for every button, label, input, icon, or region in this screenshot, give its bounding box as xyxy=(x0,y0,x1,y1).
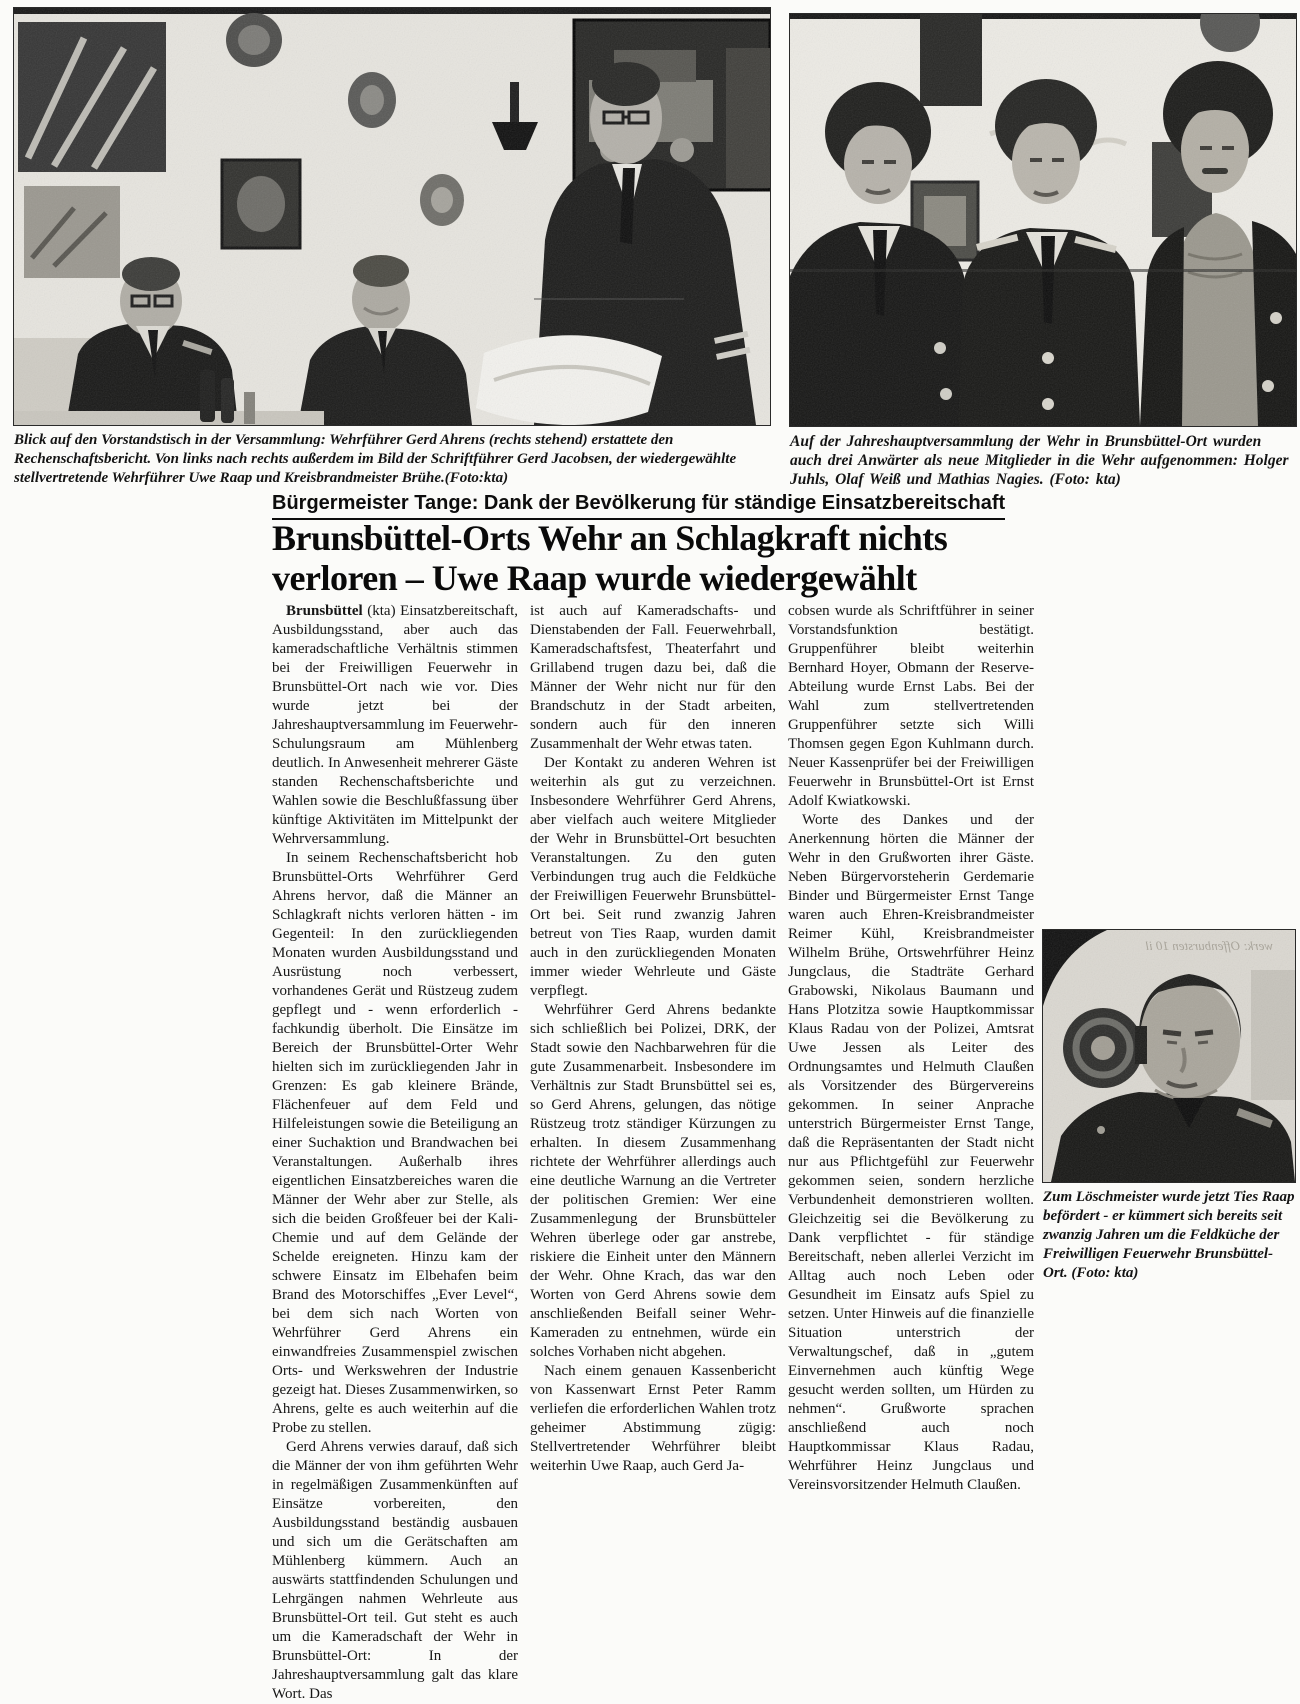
headline-line-1: Brunsbüttel-Orts Wehr an Schlagkraft nichts xyxy=(272,518,948,558)
article-column-2 xyxy=(530,602,776,1704)
photo-meeting xyxy=(14,8,770,425)
paragraph-lead xyxy=(272,602,518,849)
dateline: Brunsbüttel xyxy=(286,603,363,619)
article-column-1 xyxy=(272,602,518,1704)
paragraph: Wehrführer Gerd Ahrens bedankte sich schließlich bei Polizei, DRK, der Stadt sowie den Nachbarwehren für die gute Zusammenarbeit. Insbesondere im Verhältnis zur Stadt Brunsbüttel sei es, so Gerd Ahrens, gelungen, das nötige Rüstzeug trotz ständiger Kürzungen zu erhalten. In diesem Zusammenhang richtete der Wehrführer allerdings auch eine deutliche Warnung an die Vertreter der politischen Gremien: Wer eine Zusammenlegung der Brunsbütteler Wehren überlege oder gar anstrebe, riskiere die Einheit unter den Männern der Wehr. Ohne Krach, das war den Worten von Gerd Ahrens sowie dem anschließenden Beifall seiner Wehr-Kameraden zu entnehmen, würde ein solches Vorhaben nicht abgehen. xyxy=(530,1002,776,1360)
caption-photo-ties-raap: Zum Löschmeister wurde jetzt Ties Raap befördert - er kümmert sich bereits seit zwanzig Jahren um die Feldküche der Freiwilligen Feuerwehr Brunsbüttel-Ort. (Foto: kta) xyxy=(1043,1189,1295,1281)
photo-new-members xyxy=(790,14,1296,426)
caption-photo-meeting: Blick auf den Vorstandstisch in der Versammlung: Wehrführer Gerd Ahrens (rechts stehend) erstattete den Rechenschaftsbericht. Von links nach rechts außerdem im Bild der Schriftführer Gerd Jacobsen, der wiedergewählte stellvertretende Wehrführer Uwe Raap und Kreisbrandmeister Brühe.(Foto:kta) xyxy=(14,432,737,486)
paragraph: Worte des Dankes und der Anerkennung hörten die Männer der Wehr in den Grußworten ihrer Gäste. Neben Bürgervorsteherin Gerdemarie Binder und Bürgermeister Ernst Tange waren auch Ehren-Kreisbrandmeister Reimer Kühl, Kreisbrandmeister Wilhelm Brühe, Ortswehrführer Heinz Jungclaus, die Stadträte Gerhard Grabowski, Nikolaus Baumann und Hans Plotzitza sowie Hauptkommissar Klaus Radau von der Polizei, Amtsrat Uwe Jessen als Leiter des Ordnungsamtes und Helmuth Claußen als Vorsitzender des Bürgervereins gekommen. In seiner Anprache unterstrich Bürgermeister Ernst Tange, daß die Repräsentanten der Stadt nicht nur aus Pflichtgefühl zur Feuerwehr gekommen seien, sondern herzliche Verbundenheit demonstrieren wollten. Gleichzeitig sei die Bevölkerung zu Dank verpflichtet - für ständige Bereitschaft, neben allerlei Verzicht im Alltag auch noch Leben oder Gesundheit im Einsatz aufs Spiel zu setzen. Unter Hinweis auf die finanzielle Situation unterstrich der Verwaltungschef, daß in „gutem Einvernehmen auch künftig Wege gesucht werden sollten, um Hürden zu nehmen“. Grußworte sprachen anschließend auch noch Hauptkommissar Klaus Radau, Wehrführer Heinz Jungclaus und Vereinsvorsitzender Helmuth Claußen. xyxy=(788,812,1034,1493)
article-body xyxy=(272,602,1034,1704)
caption-photo-new-members: Auf der Jahreshauptversammlung der Wehr in Brunsbüttel-Ort wurden auch drei Anwärter als neue Mitglieder in die Wehr aufgenommen: Holger Juhls, Olaf Weiß und Mathias Nagies. (Foto: kta) xyxy=(790,433,1289,488)
photo-ties-raap-illustration xyxy=(1043,930,1295,1182)
paragraph: cobsen wurde als Schriftführer in seiner Vorstandsfunktion bestätigt. Gruppenführer bleibt weiterhin Bernhard Hoyer, Obmann der Reserve-Abteilung wurde Ernst Labs. Bei der Wahl zum stellvertretenden Gruppenführer setzte sich Willi Thomsen gegen Egon Kuhlmann durch. Neuer Kassenprüfer bei der Freiwilligen Feuerwehr in Brunsbüttel-Ort ist Ernst Adolf Kwiatkowski. xyxy=(788,603,1034,809)
lead-text: (kta) Einsatzbereitschaft, Ausbildungsstand, aber auch das kameradschaftliche Verhältnis stimmen bei der Freiwilligen Feuerwehr in Brunsbüttel-Ort nach wie vor. Dies wurde jetzt bei der Jahreshauptversammlung im Feuerwehr-Schulungsraum am Mühlenberg deutlich. In Anwesenheit mehrerer Gäste standen Rechenschaftsberichte und Wahlen sowie die Beschlußfassung über künftige Aktivitäten im Mittelpunkt der Wehrversammlung. xyxy=(272,603,518,847)
photo-ties-raap xyxy=(1043,930,1295,1182)
bleed-through-text: werk: Offenbursten 10 il xyxy=(1145,938,1273,953)
article-column-3 xyxy=(788,602,1034,1704)
paragraph: ist auch auf Kameradschafts- und Dienstabenden der Fall. Feuerwehrball, Kameradschaftsfest, Theaterfahrt und Grillabend trugen dazu bei, daß die Männer der Wehr nicht nur für den Brandschutz in der Stadt arbeiten, sondern auch für den inneren Zusammenhalt der Wehr etwas taten. xyxy=(530,603,776,752)
paragraph: In seinem Rechenschaftsbericht hob Brunsbüttel-Orts Wehrführer Gerd Ahrens hervor, daß die Männer an Schlagkraft nichts verloren hätten - im Gegenteil: In den zurückliegenden Monaten wurden Ausbildungsstand und Ausrüstung noch verbessert, vorhandenes Gerät und Rüstzeug zudem gepflegt und - wenn erforderlich - fachkundig überholt. Die Einsätze im Bereich der Brunsbüttel-Orter Wehr hielten sich im zurückliegenden Jahr in Grenzen: Es gab kleinere Brände, Flächenfeuer auf dem Feld und Hilfeleistungen sowie die Beteiligung an einer Suchaktion und Brandwachen bei Veranstaltungen. Außerhalb ihres eigentlichen Einsatzbereiches waren die Männer der Wehr aber zur Stelle, als sich die beiden Großfeuer bei der Kali-Chemie und auf dem Gelände der Schelde ereigneten. Hinzu kam der schwere Einsatz im Elbehafen beim Brand des Motorschiffes „Ever Level“, bei dem sich nach Worten von Wehrführer Gerd Ahrens ein einwandfreies Zusammenspiel zwischen Orts- und Werkswehren der Industrie gezeigt hat. Dieses Zusammenwirken, so Ahrens, gelte es auch weiterhin auf die Probe zu stellen. xyxy=(272,850,518,1436)
paragraph: Der Kontakt zu anderen Wehren ist weiterhin als gut zu verzeichnen. Insbesondere Wehrführer Gerd Ahrens, aber vielfach auch weitere Mitglieder der Wehr in Brunsbüttel-Ort besuchten Veranstaltungen. Zu den guten Verbindungen trug auch die Feldküche der Freiwilligen Feuerwehr Brunsbüttel-Ort bei. Seit rund zwanzig Jahren betreut von Ties Raap, wurden damit auch in den zurückliegenden Monaten immer wieder Wehrleute und Gäste verpflegt. xyxy=(530,755,776,999)
paragraph: Gerd Ahrens verwies darauf, daß sich die Männer der von ihm geführten Wehr in regelmäßigen Zusammenkünften auf Einsätze vorbereiten, den Ausbildungsstand beständig ausbauen und sich um die Gerätschaften am Mühlenberg kümmern. Auch an auswärts stattfindenden Schulungen und Lehrgängen nahmen Wehrleute aus Brunsbüttel-Ort teil. Gut steht es auch um die Kameradschaft der Wehr in Brunsbüttel-Ort: In der Jahreshauptversammlung galt das klare Wort. Das xyxy=(272,1439,518,1702)
kicker-row xyxy=(272,492,1005,520)
photo-meeting-illustration xyxy=(14,8,770,425)
headline xyxy=(272,518,972,598)
photo-new-members-illustration xyxy=(790,14,1296,426)
headline-line-2: verloren – Uwe Raap wurde wiedergewählt xyxy=(272,558,917,598)
paragraph: Nach einem genauen Kassenbericht von Kassenwart Ernst Peter Ramm verliefen die erforderlichen Wahlen trotz geheimer Abstimmung zügig: Stellvertretender Wehrführer bleibt weiterhin Uwe Raap, auch Gerd Ja- xyxy=(530,1363,776,1474)
kicker: Bürgermeister Tange: Dank der Bevölkerung für ständige Einsatzbereitschaft xyxy=(272,492,1005,520)
